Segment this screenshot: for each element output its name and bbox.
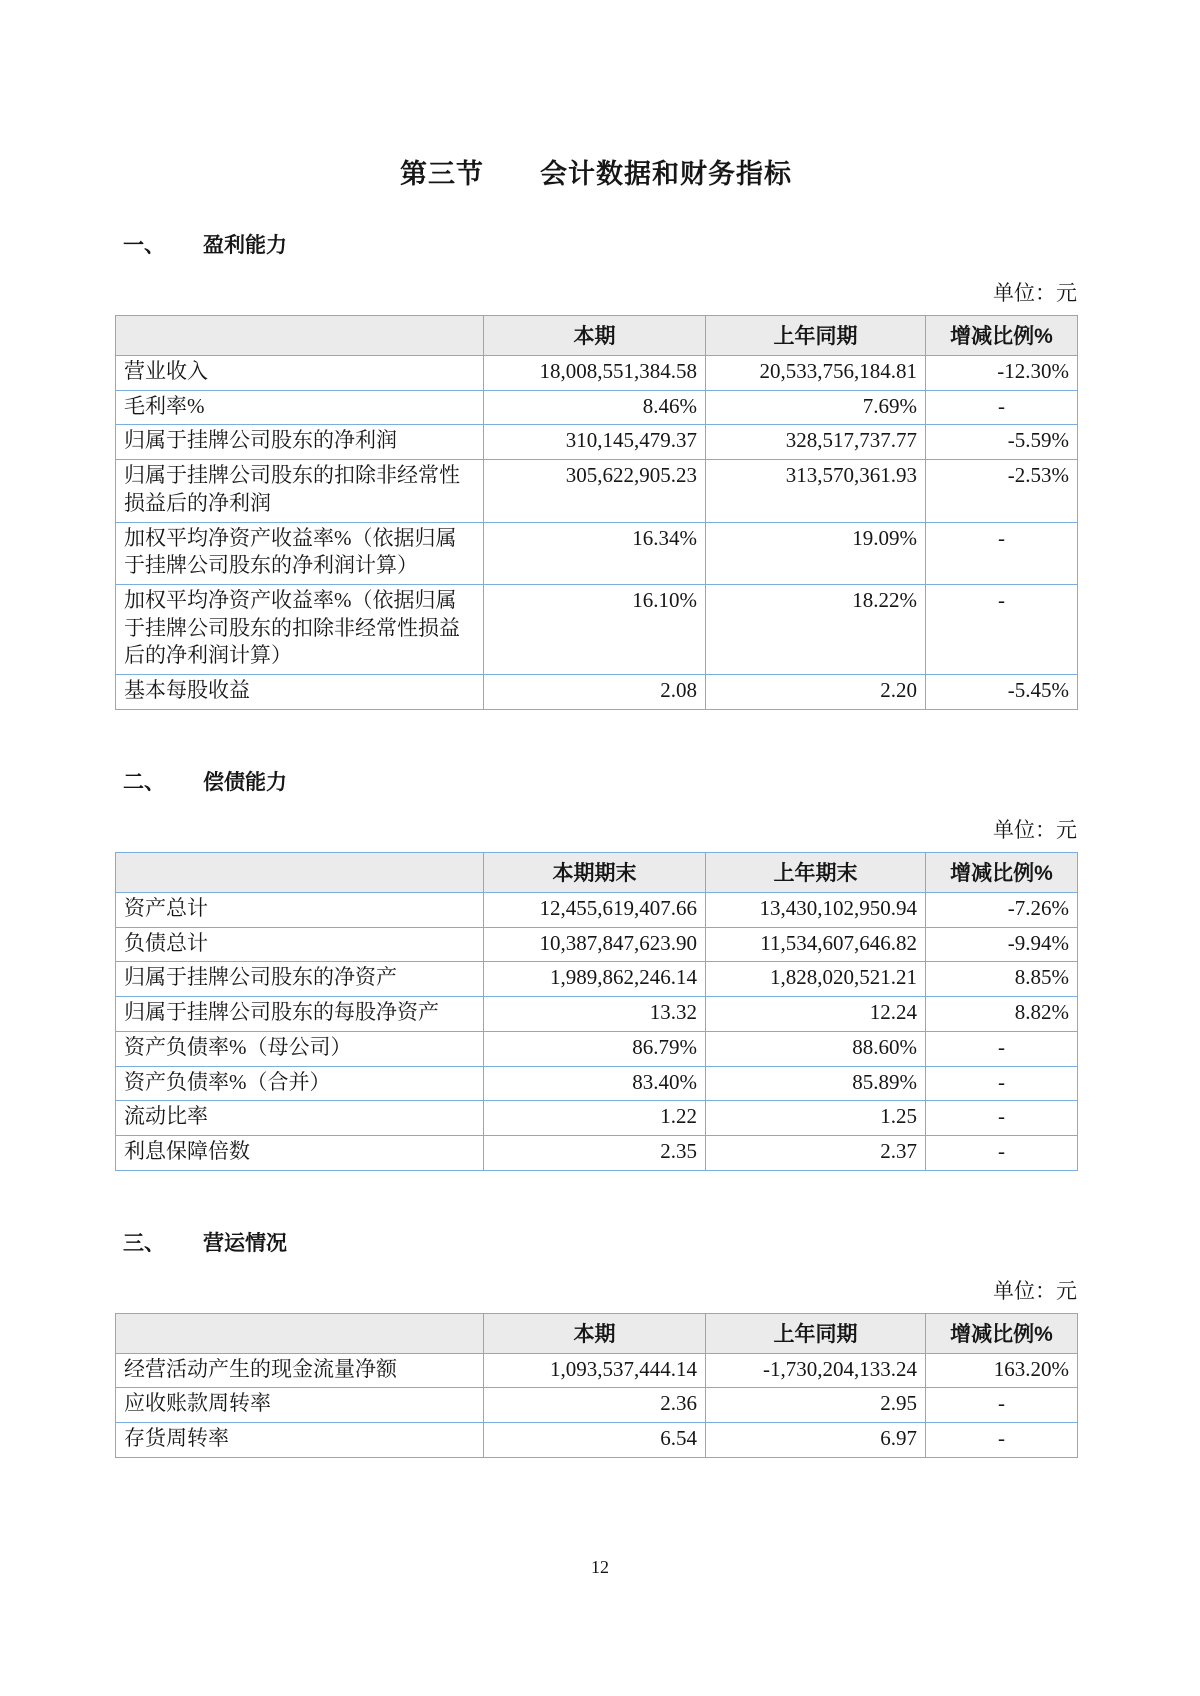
cell-value: 2.08 bbox=[484, 675, 706, 710]
row-label: 归属于挂牌公司股东的净资产 bbox=[116, 962, 484, 997]
table-row bbox=[116, 522, 1078, 584]
row-label: 加权平均净资产收益率%（依据归属于挂牌公司股东的净利润计算） bbox=[116, 522, 484, 584]
cell-value: 310,145,479.37 bbox=[484, 425, 706, 460]
row-label: 营业收入 bbox=[116, 356, 484, 391]
page-number: 12 bbox=[591, 1557, 609, 1577]
cell-value: 13,430,102,950.94 bbox=[706, 892, 926, 927]
cell-value: 20,533,756,184.81 bbox=[706, 356, 926, 391]
cell-value: 11,534,607,646.82 bbox=[706, 927, 926, 962]
row-label: 归属于挂牌公司股东的扣除非经常性损益后的净利润 bbox=[116, 460, 484, 522]
cell-value: 2.20 bbox=[706, 675, 926, 710]
cell-value: - bbox=[926, 390, 1078, 425]
cell-value: 6.97 bbox=[706, 1423, 926, 1458]
cell-value: -7.26% bbox=[926, 892, 1078, 927]
profitability-table bbox=[115, 315, 1078, 710]
table-row bbox=[116, 1135, 1078, 1170]
cell-value: -2.53% bbox=[926, 460, 1078, 522]
cell-value: 1.25 bbox=[706, 1101, 926, 1136]
cell-value: 1.22 bbox=[484, 1101, 706, 1136]
row-label: 基本每股收益 bbox=[116, 675, 484, 710]
cell-value: 2.37 bbox=[706, 1135, 926, 1170]
cell-value: 8.85% bbox=[926, 962, 1078, 997]
table-row bbox=[116, 1388, 1078, 1423]
section-label: 偿债能力 bbox=[203, 770, 287, 794]
column-header-current: 本期 bbox=[484, 316, 706, 356]
cell-value: - bbox=[926, 1066, 1078, 1101]
row-label: 加权平均净资产收益率%（依据归属于挂牌公司股东的扣除非经常性损益后的净利润计算） bbox=[116, 585, 484, 675]
cell-value: -9.94% bbox=[926, 927, 1078, 962]
unit-label: 单位：元 bbox=[993, 1278, 1077, 1303]
cell-value: 86.79% bbox=[484, 1031, 706, 1066]
table-row bbox=[116, 892, 1078, 927]
section-number: 一、 bbox=[123, 234, 165, 257]
section-label: 盈利能力 bbox=[203, 234, 287, 257]
table-header-row bbox=[116, 852, 1078, 892]
cell-value: -1,730,204,133.24 bbox=[706, 1353, 926, 1388]
table-row bbox=[116, 1423, 1078, 1458]
row-label: 负债总计 bbox=[116, 927, 484, 962]
column-header-current: 本期 bbox=[484, 1313, 706, 1353]
cell-value: - bbox=[926, 522, 1078, 584]
row-label: 流动比率 bbox=[116, 1101, 484, 1136]
cell-value: 12.24 bbox=[706, 997, 926, 1032]
section-number: 三、 bbox=[123, 1231, 165, 1255]
table-row bbox=[116, 962, 1078, 997]
cell-value: 1,093,537,444.14 bbox=[484, 1353, 706, 1388]
table-header-row bbox=[116, 316, 1078, 356]
table-row bbox=[116, 1353, 1078, 1388]
section-number: 二、 bbox=[123, 770, 165, 794]
cell-value: -5.59% bbox=[926, 425, 1078, 460]
cell-value: 163.20% bbox=[926, 1353, 1078, 1388]
cell-value: 2.95 bbox=[706, 1388, 926, 1423]
cell-value: - bbox=[926, 585, 1078, 675]
cell-value: - bbox=[926, 1388, 1078, 1423]
cell-value: 7.69% bbox=[706, 390, 926, 425]
cell-value: 2.36 bbox=[484, 1388, 706, 1423]
column-header-blank bbox=[116, 1313, 484, 1353]
row-label: 利息保障倍数 bbox=[116, 1135, 484, 1170]
cell-value: 10,387,847,623.90 bbox=[484, 927, 706, 962]
column-header-blank bbox=[116, 852, 484, 892]
cell-value: 8.82% bbox=[926, 997, 1078, 1032]
row-label: 归属于挂牌公司股东的每股净资产 bbox=[116, 997, 484, 1032]
cell-value: 6.54 bbox=[484, 1423, 706, 1458]
cell-value: 1,989,862,246.14 bbox=[484, 962, 706, 997]
table-row bbox=[116, 425, 1078, 460]
cell-value: 1,828,020,521.21 bbox=[706, 962, 926, 997]
table-row bbox=[116, 1101, 1078, 1136]
cell-value: 88.60% bbox=[706, 1031, 926, 1066]
cell-value: 19.09% bbox=[706, 522, 926, 584]
column-header-prior: 上年同期 bbox=[706, 1313, 926, 1353]
table-row bbox=[116, 356, 1078, 391]
cell-value: 18,008,551,384.58 bbox=[484, 356, 706, 391]
section-heading-profitability bbox=[115, 229, 1077, 259]
column-header-change: 增减比例% bbox=[926, 852, 1078, 892]
page-title: 第三节 会计数据和财务指标 bbox=[400, 159, 792, 189]
cell-value: 12,455,619,407.66 bbox=[484, 892, 706, 927]
section-label: 营运情况 bbox=[203, 1231, 287, 1255]
table-row bbox=[116, 460, 1078, 522]
solvency-table bbox=[115, 852, 1078, 1171]
table-row bbox=[116, 1066, 1078, 1101]
table-row bbox=[116, 585, 1078, 675]
column-header-prior: 上年期末 bbox=[706, 852, 926, 892]
unit-label: 单位：元 bbox=[993, 281, 1077, 305]
cell-value: - bbox=[926, 1031, 1078, 1066]
table-header-row bbox=[116, 1313, 1078, 1353]
cell-value: -5.45% bbox=[926, 675, 1078, 710]
cell-value: 16.10% bbox=[484, 585, 706, 675]
column-header-prior: 上年同期 bbox=[706, 316, 926, 356]
cell-value: 13.32 bbox=[484, 997, 706, 1032]
row-label: 资产总计 bbox=[116, 892, 484, 927]
cell-value: -12.30% bbox=[926, 356, 1078, 391]
column-header-blank bbox=[116, 316, 484, 356]
cell-value: - bbox=[926, 1101, 1078, 1136]
unit-label: 单位：元 bbox=[993, 817, 1077, 842]
page-content bbox=[115, 0, 1077, 1458]
table-row bbox=[116, 675, 1078, 710]
cell-value: 8.46% bbox=[484, 390, 706, 425]
cell-value: 16.34% bbox=[484, 522, 706, 584]
cell-value: 18.22% bbox=[706, 585, 926, 675]
row-label: 经营活动产生的现金流量净额 bbox=[116, 1353, 484, 1388]
row-label: 存货周转率 bbox=[116, 1423, 484, 1458]
row-label: 毛利率% bbox=[116, 390, 484, 425]
row-label: 应收账款周转率 bbox=[116, 1388, 484, 1423]
cell-value: 305,622,905.23 bbox=[484, 460, 706, 522]
cell-value: 2.35 bbox=[484, 1135, 706, 1170]
row-label: 资产负债率%（合并） bbox=[116, 1066, 484, 1101]
table-row bbox=[116, 1031, 1078, 1066]
operations-table bbox=[115, 1313, 1078, 1458]
cell-value: 85.89% bbox=[706, 1066, 926, 1101]
cell-value: 328,517,737.77 bbox=[706, 425, 926, 460]
cell-value: 83.40% bbox=[484, 1066, 706, 1101]
table-row bbox=[116, 390, 1078, 425]
row-label: 归属于挂牌公司股东的净利润 bbox=[116, 425, 484, 460]
cell-value: - bbox=[926, 1135, 1078, 1170]
column-header-current: 本期期末 bbox=[484, 852, 706, 892]
column-header-change: 增减比例% bbox=[926, 1313, 1078, 1353]
section-heading-solvency bbox=[115, 766, 1077, 796]
row-label: 资产负债率%（母公司） bbox=[116, 1031, 484, 1066]
table-row bbox=[116, 927, 1078, 962]
column-header-change: 增减比例% bbox=[926, 316, 1078, 356]
section-heading-operations bbox=[115, 1227, 1077, 1257]
cell-value: 313,570,361.93 bbox=[706, 460, 926, 522]
table-row bbox=[116, 997, 1078, 1032]
cell-value: - bbox=[926, 1423, 1078, 1458]
